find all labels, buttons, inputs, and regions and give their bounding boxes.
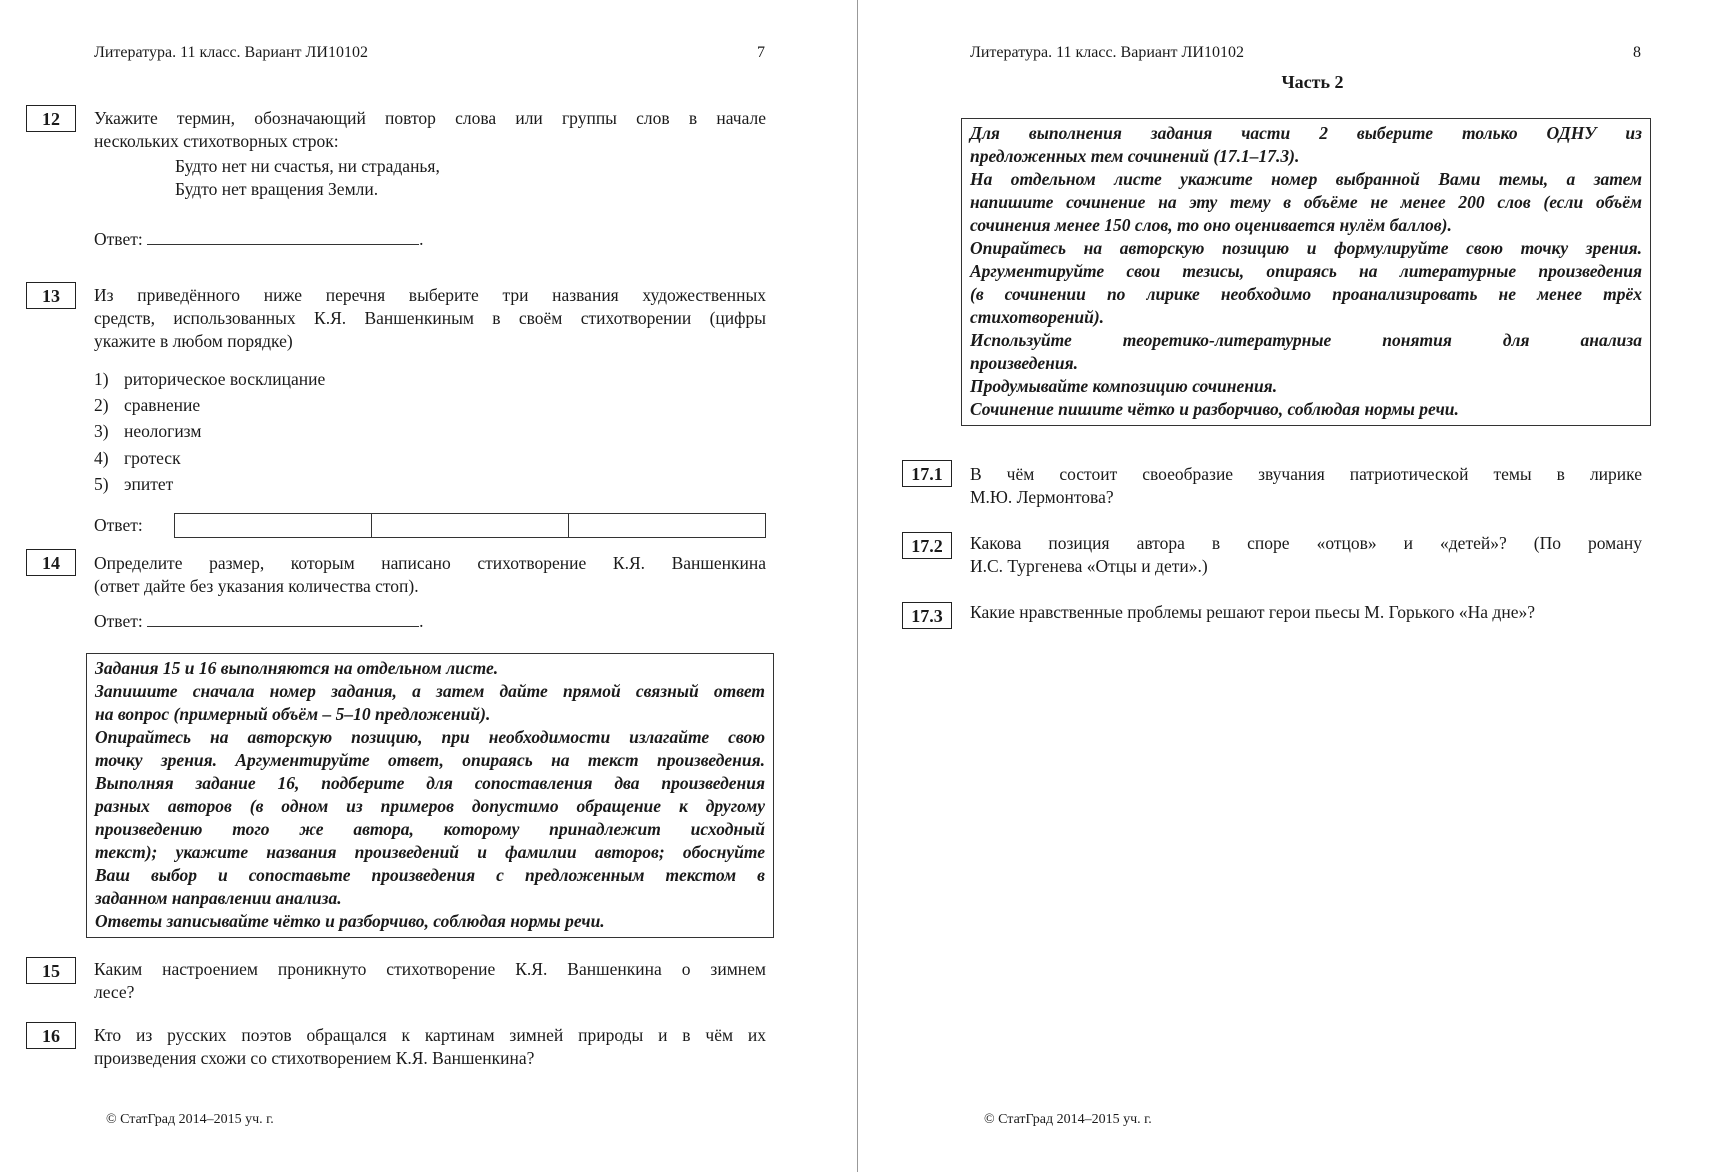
answer-line-12[interactable] xyxy=(147,226,419,245)
instruction-line: Аргументируйте свои тезисы, опираясь на литературные произведения xyxy=(970,261,1642,281)
option-5: 5) эпитет xyxy=(94,474,174,494)
instruction-line: Используйте теоретико-литературные понятия для анализа xyxy=(970,330,1642,350)
instruction-line: На отдельном листе укажите номер выбранной Вами темы, а затем xyxy=(970,169,1642,189)
instruction-line: заданном направлении анализа. xyxy=(95,888,342,908)
instruction-line: стихотворений). xyxy=(970,307,1105,327)
instruction-line: Запишите сначала номер задания, а затем дайте прямой связный ответ xyxy=(95,681,765,701)
right-page xyxy=(860,0,1712,1172)
quote-line: Будто нет вращения Земли. xyxy=(175,179,379,199)
option-1: 1) риторическое восклицание xyxy=(94,369,326,389)
question-12-text xyxy=(94,107,766,153)
answer-line-14[interactable] xyxy=(147,608,419,627)
text-line: произведения схожи со стихотворением К.Я. Ваншенкина? xyxy=(94,1048,535,1068)
question-17-3-text xyxy=(970,601,1670,624)
page-header: Литература. 11 класс. Вариант ЛИ10102 xyxy=(94,44,368,61)
instruction-line: точку зрения. Аргументируйте ответ, опираясь на текст произведения. xyxy=(95,750,765,770)
question-16-text xyxy=(94,1024,766,1070)
question-13-text xyxy=(94,284,766,353)
quote-line: Будто нет ни счастья, ни страданья, xyxy=(175,156,440,176)
question-17-1-text xyxy=(970,463,1642,509)
text-line: Из приведённого ниже перечня выберите три названия художественных xyxy=(94,285,766,305)
question-number-12: 12 xyxy=(26,105,76,132)
question-15-text xyxy=(94,958,766,1004)
instructions-box xyxy=(86,653,774,938)
page-footer: © СтатГрад 2014–2015 уч. г. xyxy=(984,1112,1152,1127)
text-line: Кто из русских поэтов обращался к картинам зимней природы и в чём их xyxy=(94,1025,766,1045)
instructions-box xyxy=(961,118,1651,426)
question-number-15: 15 xyxy=(26,957,76,984)
instruction-line: произведения. xyxy=(970,353,1079,373)
text-line: И.С. Тургенева «Отцы и дети».) xyxy=(970,556,1208,576)
text-line: средств, использованных К.Я. Ваншенкиным в своём стихотворении (цифры xyxy=(94,308,766,328)
part-title: Часть 2 xyxy=(1281,72,1344,92)
text-line: Какие нравственные проблемы решают герои пьесы М. Горького «На дне»? xyxy=(970,602,1535,622)
poem-quote xyxy=(175,155,675,201)
instruction-line: Опирайтесь на авторскую позицию, при необходимости излагайте свою xyxy=(95,727,765,747)
question-number-14: 14 xyxy=(26,549,76,576)
instruction-line: предложенных тем сочинений (17.1–17.3). xyxy=(970,146,1300,166)
instruction-line: Продумывайте композицию сочинения. xyxy=(970,376,1278,396)
answer-end: . xyxy=(419,229,424,249)
instruction-line: разных авторов (в одном из примеров допустимо обращение к другому xyxy=(95,796,765,816)
text-line: М.Ю. Лермонтова? xyxy=(970,487,1114,507)
option-3: 3) неологизм xyxy=(94,421,202,441)
text-line: (ответ дайте без указания количества стоп). xyxy=(94,576,419,596)
instruction-line: произведению того же автора, которому принадлежит исходный xyxy=(95,819,765,839)
text-line: лесе? xyxy=(94,982,135,1002)
instruction-line: Ответы записывайте чётко и разборчиво, соблюдая нормы речи. xyxy=(95,911,605,931)
instruction-line: текст); укажите названия произведений и фамилии авторов; обоснуйте xyxy=(95,842,765,862)
question-number-17-1: 17.1 xyxy=(902,460,952,487)
question-17-2-text xyxy=(970,532,1642,578)
text-line: В чём состоит своеобразие звучания патриотической темы в лирике xyxy=(970,464,1642,484)
instruction-line: напишите сочинение на эту тему в объёме не менее 200 слов (если объём xyxy=(970,192,1642,212)
text-line: Определите размер, которым написано стихотворение К.Я. Ваншенкина xyxy=(94,553,766,573)
answer-cell-2[interactable] xyxy=(372,514,569,537)
question-number-16: 16 xyxy=(26,1022,76,1049)
page-number: 8 xyxy=(1633,44,1641,61)
answer-label: Ответ: xyxy=(94,229,143,249)
answer-cell-3[interactable] xyxy=(569,514,765,537)
instruction-line: Задания 15 и 16 выполняются на отдельном листе. xyxy=(95,658,499,678)
page-header: Литература. 11 класс. Вариант ЛИ10102 xyxy=(970,44,1244,61)
instruction-line: Сочинение пишите чётко и разборчиво, соблюдая нормы речи. xyxy=(970,399,1459,419)
instruction-line: Для выполнения задания части 2 выберите только ОДНУ из xyxy=(970,123,1642,143)
answer-label: Ответ: xyxy=(94,611,143,631)
answer-grid-13 xyxy=(174,513,766,538)
question-14-text xyxy=(94,552,766,598)
instruction-line: сочинения менее 150 слов, то оно оценивается нулём баллов). xyxy=(970,215,1452,235)
page-number: 7 xyxy=(757,44,765,61)
question-number-13: 13 xyxy=(26,282,76,309)
text-line: Какова позиция автора в споре «отцов» и «детей»? (По роману xyxy=(970,533,1642,553)
question-number-17-3: 17.3 xyxy=(902,602,952,629)
text-line: Каким настроением проникнуто стихотворение К.Я. Ваншенкина о зимнем xyxy=(94,959,766,979)
text-line: нескольких стихотворных строк: xyxy=(94,131,339,151)
question-number-17-2: 17.2 xyxy=(902,532,952,559)
answer-12 xyxy=(94,226,423,250)
answer-14 xyxy=(94,608,423,632)
instruction-line: Опирайтесь на авторскую позицию и формулируйте свою точку зрения. xyxy=(970,238,1642,258)
answer-end: . xyxy=(419,611,424,631)
text-line: Укажите термин, обозначающий повтор слова или группы слов в начале xyxy=(94,108,766,128)
instruction-line: на вопрос (примерный объём – 5–10 предложений). xyxy=(95,704,491,724)
instruction-line: Ваш выбор и сопоставьте произведения с предложенным текстом в xyxy=(95,865,765,885)
answer-label: Ответ: xyxy=(94,515,143,535)
instruction-line: Выполняя задание 16, подберите для сопоставления два произведения xyxy=(95,773,765,793)
instruction-line: (в сочинении по лирике необходимо проанализировать не менее трёх xyxy=(970,284,1642,304)
option-4: 4) гротеск xyxy=(94,448,181,468)
option-2: 2) сравнение xyxy=(94,395,201,415)
text-line: укажите в любом порядке) xyxy=(94,331,293,351)
answer-cell-1[interactable] xyxy=(175,514,372,537)
page-footer: © СтатГрад 2014–2015 уч. г. xyxy=(106,1112,274,1127)
